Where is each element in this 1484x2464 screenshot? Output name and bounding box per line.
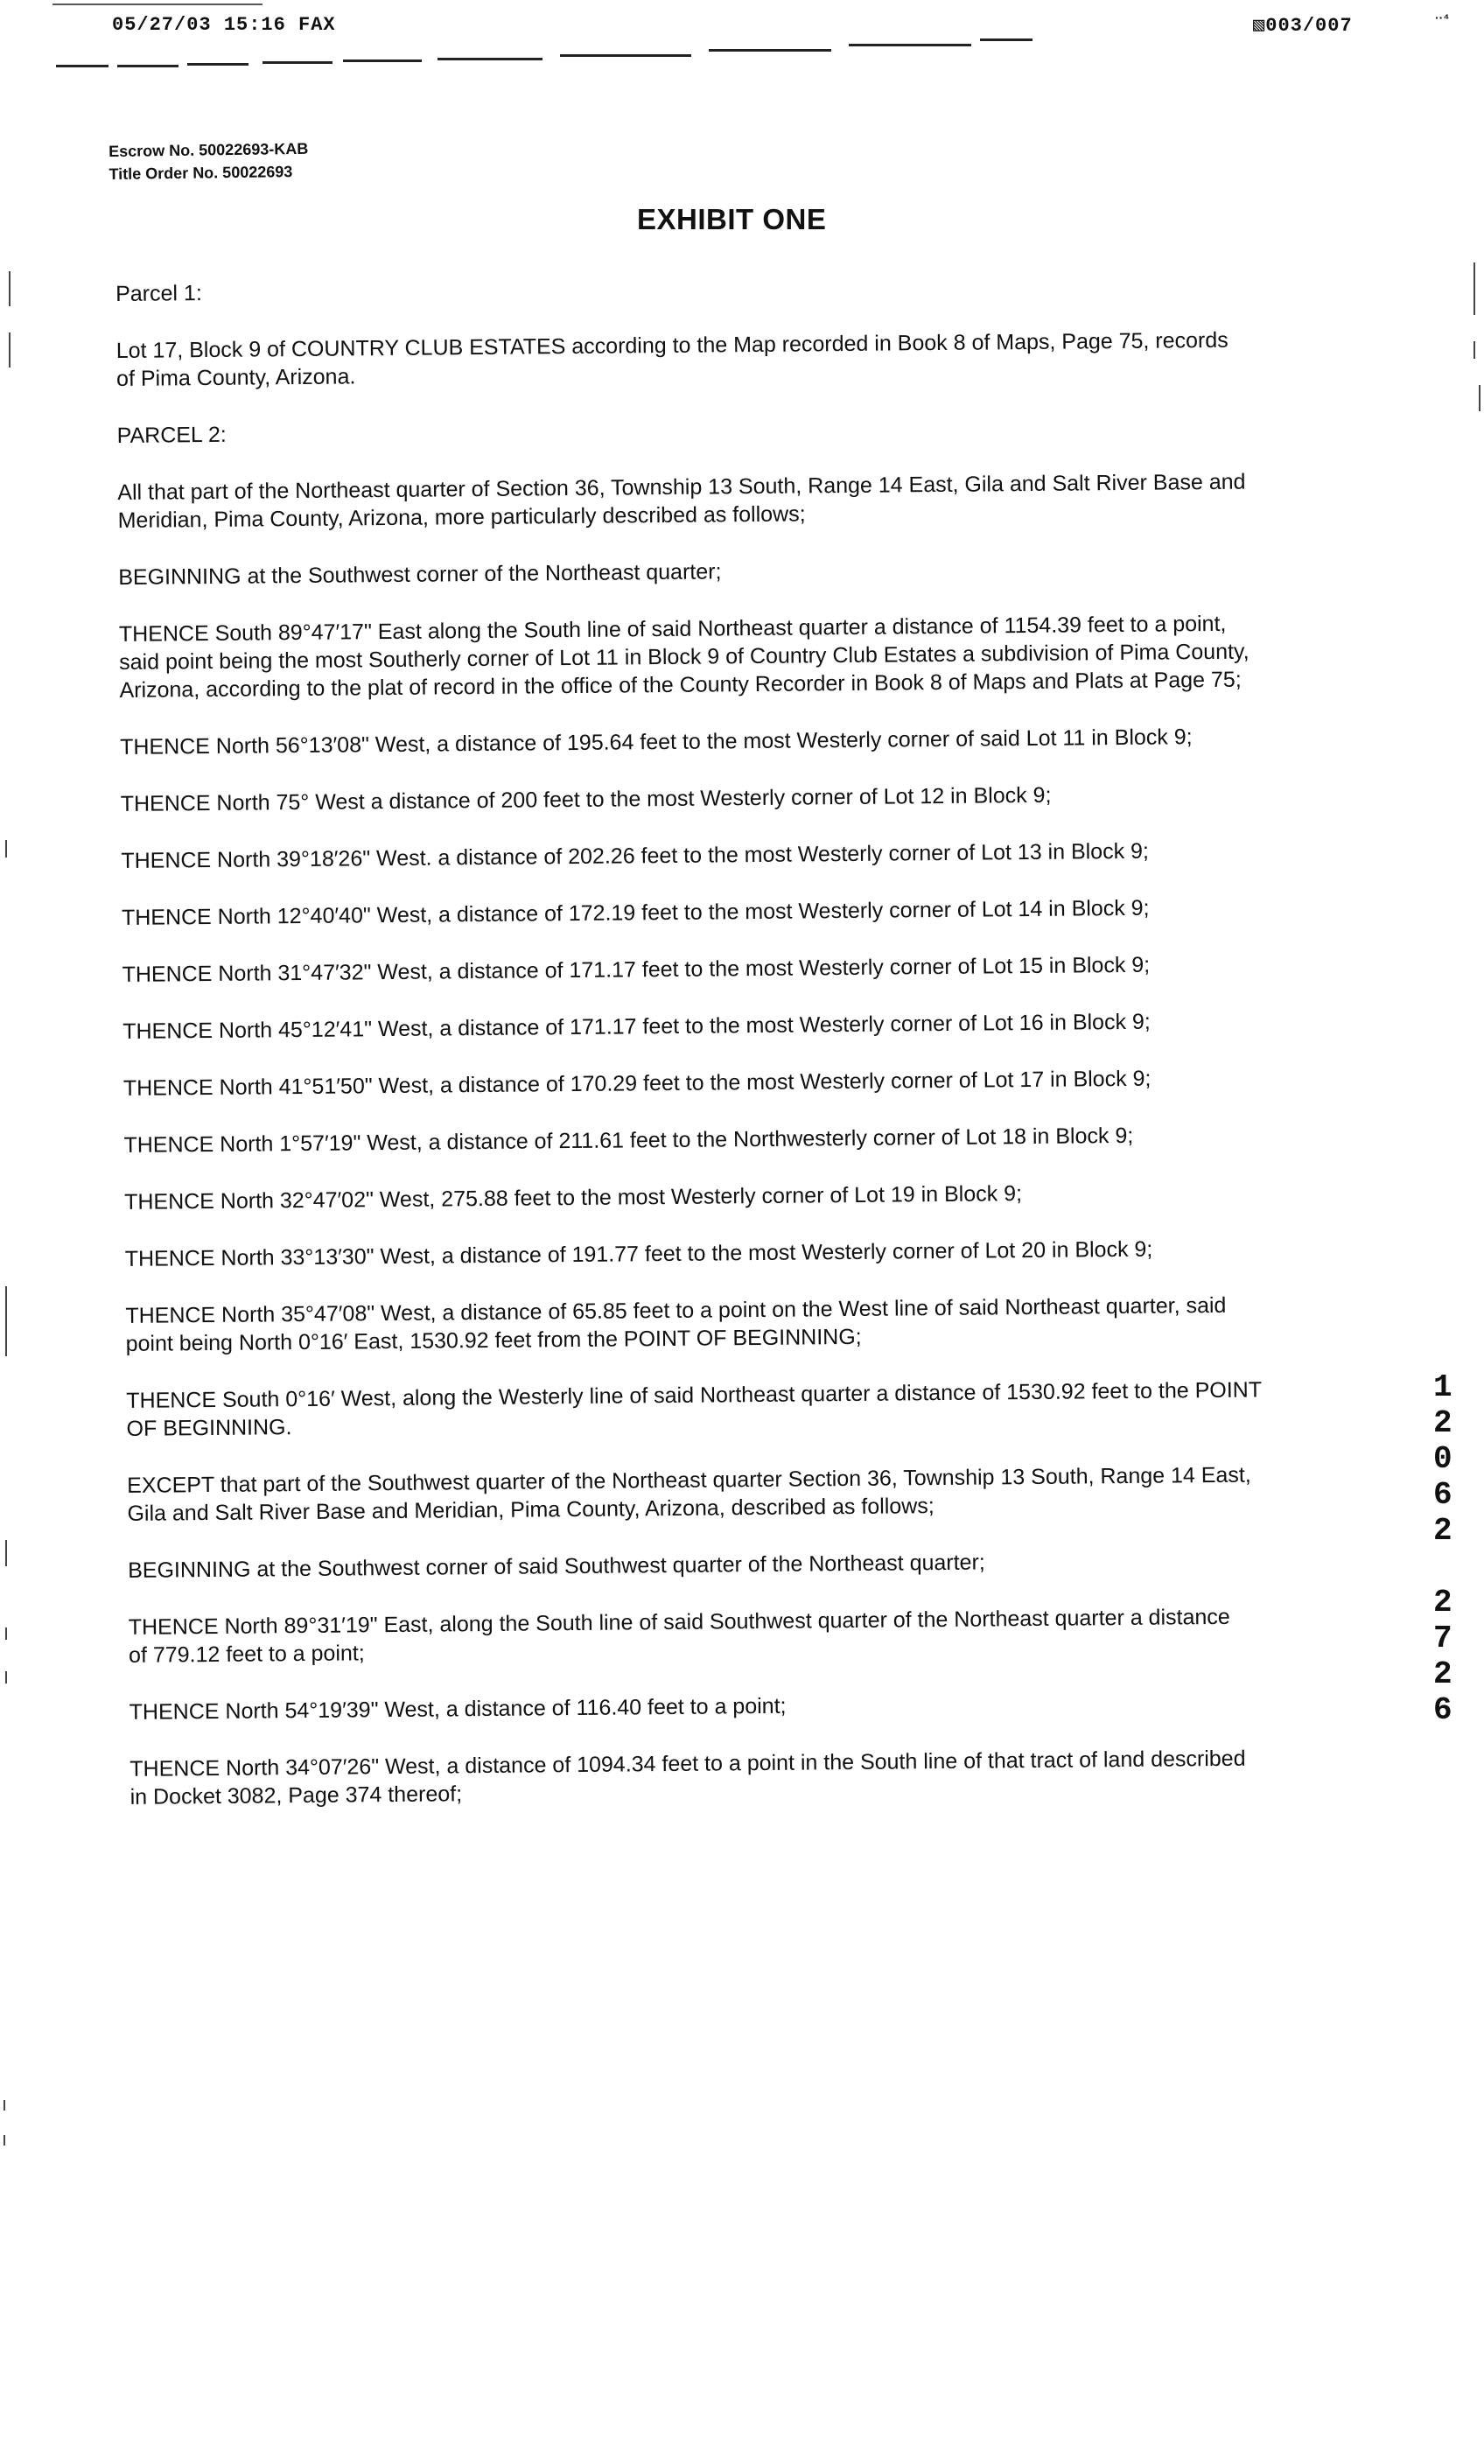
title-order-number: Title Order No. 50022693 bbox=[108, 163, 293, 183]
paragraph-line: THENCE North 35°47′08" West, a distance of 65.85 feet to a point on the West line of said Northeast quarter, said bbox=[125, 1292, 1227, 1328]
paragraph-line: THENCE North 39°18′26" West. a distance of 202.26 feet to the most Westerly corner of Lot 13 in Block 9; bbox=[121, 838, 1150, 873]
paragraph-line: THENCE South 89°47′17" East along the South line of said Northeast quarter a distance of 1154.39 feet to a point, bbox=[118, 611, 1227, 647]
paragraph bbox=[122, 1005, 1402, 1046]
recording-digit: 2 bbox=[1433, 1405, 1452, 1441]
recording-digit: 6 bbox=[1433, 1477, 1452, 1513]
recording-digit: 2 bbox=[1433, 1656, 1452, 1692]
paragraph-line: THENCE North 54°19′39" West, a distance of 116.40 feet to a point; bbox=[129, 1693, 787, 1725]
paragraph-line: All that part of the Northeast quarter of Section 36, Township 13 South, Range 14 East, Gila and Salt River Base and bbox=[117, 469, 1246, 505]
escrow-number: Escrow No. 50022693-KAB bbox=[108, 139, 309, 160]
paragraph-line: THENCE North 56°13′08" West, a distance of 195.64 feet to the most Westerly corner of said Lot 11 in Block 9; bbox=[119, 724, 1193, 760]
paragraph bbox=[121, 835, 1400, 875]
recording-digit: 2 bbox=[1433, 1513, 1452, 1549]
recording-digit: 7 bbox=[1433, 1620, 1452, 1656]
paragraph-line: THENCE North 31°47′32" West, a distance of 171.17 feet to the most Westerly corner of Lot 15 in Block 9; bbox=[122, 952, 1151, 987]
escrow-block bbox=[108, 137, 309, 186]
paragraph-line: THENCE North 34°07′26" West, a distance of 1094.34 feet to a point in the South line of that tract of land described bbox=[130, 1746, 1246, 1782]
paragraph bbox=[130, 1686, 1409, 1726]
paragraph-line: THENCE North 75° West a distance of 200 feet to the most Westerly corner of Lot 12 in Block 9; bbox=[120, 782, 1052, 816]
recording-digit: 6 bbox=[1433, 1692, 1452, 1728]
paragraph bbox=[120, 721, 1399, 761]
paragraph-line: said point being the most Southerly corner of Lot 11 in Block 9 of Country Club Estates a subdivision of Pima County, bbox=[119, 639, 1250, 675]
paragraph bbox=[125, 1233, 1404, 1273]
paragraph-line: PARCEL 2: bbox=[116, 422, 227, 448]
paragraph bbox=[122, 892, 1401, 932]
paragraph-line: point being North 0°16′ East, 1530.92 feet from the POINT OF BEGINNING; bbox=[125, 1324, 862, 1356]
paragraph bbox=[128, 1544, 1407, 1585]
paragraph-line: THENCE North 12°40′40" West, a distance of 172.19 feet to the most Westerly corner of Lot 14 in Block 9; bbox=[121, 895, 1150, 930]
paragraph bbox=[119, 608, 1399, 704]
paragraph-line: of Pima County, Arizona. bbox=[116, 364, 356, 391]
paragraph bbox=[127, 1460, 1407, 1528]
paragraph-line: EXCEPT that part of the Southwest quarter of the Northeast quarter Section 36, Township 13 South, Range 14 East, bbox=[127, 1462, 1251, 1498]
legal-description bbox=[116, 268, 1410, 1811]
paragraph bbox=[125, 1290, 1405, 1358]
paragraph-line: Lot 17, Block 9 of COUNTRY CLUB ESTATES according to the Map recorded in Book 8 of Maps, Page 75, records bbox=[116, 327, 1228, 363]
recording-digit: 0 bbox=[1433, 1441, 1452, 1477]
paragraph-line: of 779.12 feet to a point; bbox=[128, 1641, 365, 1668]
paragraph-line: THENCE North 32°47′02" West, 275.88 feet to the most Westerly corner of Lot 19 in Block 9; bbox=[123, 1181, 1023, 1214]
paragraph bbox=[123, 1119, 1403, 1159]
paragraph-line: Meridian, Pima County, Arizona, more particularly described as follows; bbox=[117, 501, 806, 533]
paragraph bbox=[123, 1062, 1403, 1102]
paragraph bbox=[126, 1375, 1406, 1443]
paragraph bbox=[130, 1743, 1410, 1811]
paragraph-line: THENCE North 41°51′50" West, a distance of 170.29 feet to the most Westerly corner of Lot 17 in Block 9; bbox=[122, 1066, 1152, 1101]
paragraph-line: THENCE North 33°13′30" West, a distance of 191.77 feet to the most Westerly corner of Lot 20 in Block 9; bbox=[124, 1236, 1153, 1271]
exhibit-title: EXHIBIT ONE bbox=[637, 203, 827, 235]
fax-corner-marks: ··⁴ bbox=[1435, 10, 1450, 24]
paragraph-line: BEGINNING at the Southwest corner of said Southwest quarter of the Northeast quarter; bbox=[128, 1550, 985, 1583]
paragraph bbox=[129, 1601, 1409, 1670]
paragraph-line: Gila and Salt River Base and Meridian, Pima County, Arizona, described as follows; bbox=[127, 1494, 934, 1526]
paragraph bbox=[117, 466, 1397, 535]
recording-digit: 2 bbox=[1433, 1585, 1452, 1620]
paragraph-line: OF BEGINNING. bbox=[126, 1415, 292, 1441]
paragraph-line: THENCE North 1°57′19" West, a distance of 211.61 feet to the Northwesterly corner of Lot 18 in Block 9; bbox=[123, 1123, 1134, 1158]
fax-page-number: ▧003/007 bbox=[1253, 15, 1353, 37]
paragraph bbox=[121, 778, 1400, 818]
paragraph-line: THENCE North 45°12′41" West, a distance of 171.17 feet to the most Westerly corner of Lot 16 in Block 9; bbox=[122, 1009, 1151, 1044]
paragraph-line: Arizona, according to the plat of record in the office of the County Recorder in Book 8 of Maps and Plats at Page 75; bbox=[119, 667, 1242, 703]
fax-datetime: 05/27/03 15:16 FAX bbox=[112, 14, 336, 36]
paragraph bbox=[122, 948, 1401, 989]
paragraph bbox=[117, 410, 1396, 450]
paragraph bbox=[116, 325, 1396, 393]
fax-top-rule bbox=[52, 4, 262, 5]
paragraph bbox=[116, 268, 1395, 308]
fax-header bbox=[0, 0, 1484, 79]
paragraph-line: Parcel 1: bbox=[116, 281, 202, 306]
paragraph bbox=[124, 1176, 1404, 1216]
recording-digit: 1 bbox=[1433, 1369, 1452, 1405]
paragraph bbox=[118, 551, 1397, 592]
paragraph-line: THENCE North 89°31′19" East, along the South line of said Southwest quarter of the Northeast quarter a distance bbox=[128, 1604, 1230, 1640]
paragraph-line: BEGINNING at the Southwest corner of the Northeast quarter; bbox=[118, 559, 722, 590]
paragraph-line: THENCE South 0°16′ West, along the Westerly line of said Northeast quarter a distance of 1530.92 feet to the POINT bbox=[126, 1377, 1263, 1413]
paragraph-line: in Docket 3082, Page 374 thereof; bbox=[130, 1782, 463, 1810]
